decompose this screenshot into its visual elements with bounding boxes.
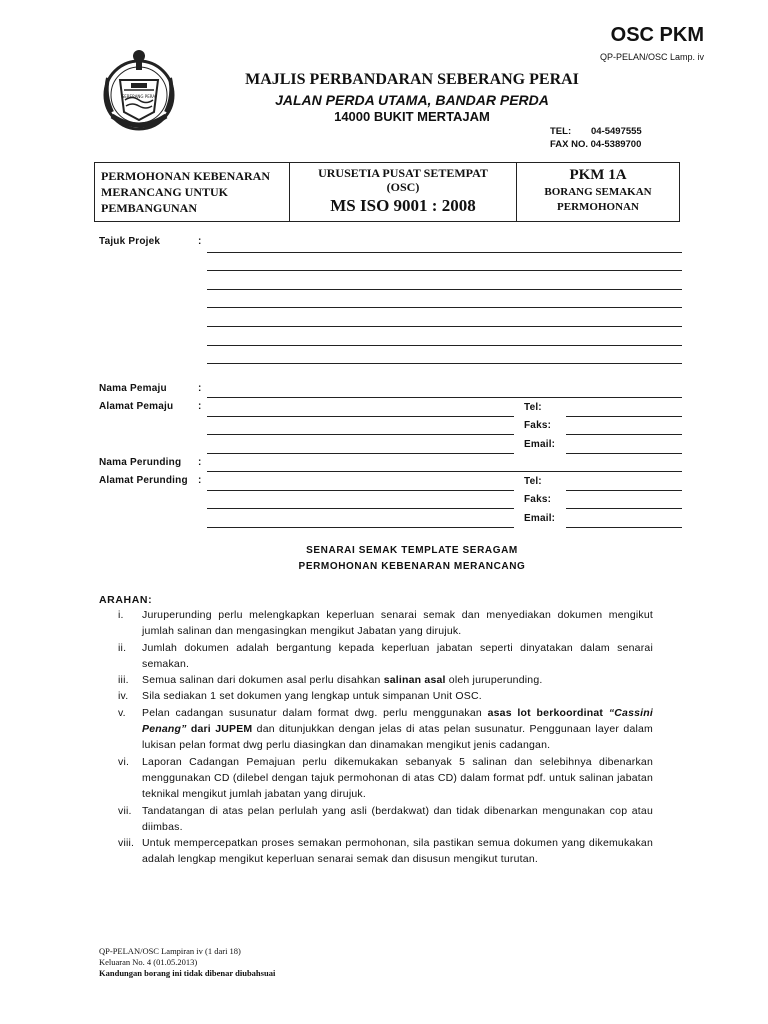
perunding-email-line[interactable]	[566, 527, 682, 528]
perunding-email-label: Email:	[524, 513, 556, 524]
tajuk-projek-line-4[interactable]	[207, 307, 682, 308]
nama-perunding-line[interactable]	[207, 471, 682, 472]
alamat-perunding-line-2[interactable]	[207, 508, 514, 509]
tajuk-projek-line-5[interactable]	[207, 326, 682, 327]
list-item	[118, 705, 653, 754]
application-type-line-1: PERMOHONAN KEBENARAN	[101, 169, 271, 183]
item-text: Jumlah dokumen adalah bergantung kepada keperluan jabatan seperti dinyatakan dalam senarai semakan.	[142, 641, 653, 670]
form-code: PKM 1A	[569, 167, 627, 183]
item-bold-text: dari JUPEM	[186, 723, 253, 736]
item-number: v.	[118, 706, 126, 719]
perunding-faks-label: Faks:	[524, 494, 552, 505]
field-colon: :	[198, 401, 202, 412]
list-item	[118, 835, 653, 868]
form-header-table	[94, 162, 680, 222]
perunding-faks-line[interactable]	[566, 508, 682, 509]
item-bold-italic-text: “Cassini Penang”	[142, 706, 654, 736]
council-name: MAJLIS PERBANDARAN SEBERANG PERAI	[245, 71, 579, 88]
tajuk-projek-line-6[interactable]	[207, 345, 682, 346]
tel-label: TEL:	[550, 126, 572, 137]
list-item	[118, 672, 653, 688]
tajuk-projek-line-1[interactable]	[207, 252, 682, 253]
pemaju-email-label: Email:	[524, 439, 556, 450]
application-type-line-3: PEMBANGUNAN	[101, 201, 197, 215]
osc-unit-line-1: URUSETIA PUSAT SETEMPAT	[318, 166, 488, 180]
alamat-perunding-line-3[interactable]	[207, 527, 514, 528]
nama-pemaju-label: Nama Pemaju	[99, 383, 167, 394]
item-number: vi.	[118, 755, 130, 768]
item-number: iv.	[118, 690, 129, 703]
perunding-tel-line[interactable]	[566, 490, 682, 491]
pemaju-tel-label: Tel:	[524, 402, 542, 413]
tel-number: 04-5497555	[591, 126, 642, 137]
field-colon: :	[198, 383, 202, 394]
item-text: Sila sediakan 1 set dokumen yang lengkap untuk simpanan Unit OSC.	[142, 690, 482, 703]
list-item	[118, 640, 653, 673]
fax-number: FAX NO. 04-5389700	[550, 139, 642, 150]
alamat-pemaju-line-2[interactable]	[207, 434, 514, 435]
list-item	[118, 803, 653, 836]
application-type-line-2: MERANCANG UNTUK	[101, 185, 228, 199]
checklist-title-line-1: SENARAI SEMAK TEMPLATE SERAGAM	[306, 545, 518, 556]
council-crest-logo	[98, 50, 180, 132]
checklist-title-line-2: PERMOHONAN KEBENARAN MERANCANG	[298, 561, 526, 572]
osc-unit-line-2: (OSC)	[386, 180, 420, 194]
item-text: Tandatangan di atas pelan perlulah yang asli (berdakwat) dan tidak dibenarkan mengunakan cop atau diimbas.	[142, 804, 653, 833]
tajuk-projek-line-7[interactable]	[207, 363, 682, 364]
osc-unit-cell	[290, 163, 517, 221]
form-name-line-1: BORANG SEMAKAN	[544, 186, 652, 198]
nama-pemaju-line[interactable]	[207, 397, 682, 398]
field-colon: :	[198, 475, 202, 486]
item-text: Laporan Cadangan Pemajuan perlu dikemukakan sebanyak 5 salinan dan selebihnya dibenarkan menggunakan CD (dilebel dengan tajuk permohonan di atas CD) dalam format pdf. untuk salinan jabatan teknikal mengikut jumlah jabatan yang dirujuk.	[142, 755, 653, 801]
iso-certification: MS ISO 9001 : 2008	[330, 196, 476, 215]
tajuk-projek-line-2[interactable]	[207, 270, 682, 271]
field-colon: :	[198, 457, 202, 468]
footer-document-ref: QP-PELAN/OSC Lampiran iv (1 dari 18)	[99, 946, 241, 956]
item-bold-text: asas lot berkoordinat	[487, 706, 609, 719]
item-text: oleh juruperunding.	[445, 674, 543, 687]
item-number: i.	[118, 609, 124, 621]
list-item	[118, 754, 653, 803]
item-text: dan ditunjukkan dengan jelas di atas pelan susunatur. Penggunaan layer dalam lukisan pelan format dwg perlu diasingkan dan dinamakan mengikut jenis cadangan.	[142, 723, 653, 752]
item-number: viii.	[118, 837, 135, 850]
list-item	[118, 607, 653, 640]
application-type-cell	[95, 163, 290, 221]
instructions-title: ARAHAN:	[99, 594, 153, 606]
alamat-perunding-label: Alamat Perunding	[99, 475, 188, 486]
document-reference-code: QP-PELAN/OSC Lamp. iv	[599, 52, 704, 62]
item-text: Pelan cadangan susunatur dalam format dwg. perlu menggunakan	[142, 706, 488, 719]
instructions-list	[118, 607, 653, 868]
item-number: ii.	[118, 641, 127, 654]
pemaju-email-line[interactable]	[566, 453, 682, 454]
perunding-tel-label: Tel:	[524, 476, 542, 487]
pemaju-faks-label: Faks:	[524, 420, 552, 431]
form-code-cell	[517, 163, 679, 221]
alamat-pemaju-line-3[interactable]	[207, 453, 514, 454]
pemaju-faks-line[interactable]	[566, 434, 682, 435]
form-name	[517, 185, 679, 215]
footer-issue-number: Keluaran No. 4 (01.05.2013)	[99, 957, 198, 967]
pemaju-tel-line[interactable]	[566, 416, 682, 417]
tajuk-projek-line-3[interactable]	[207, 289, 682, 290]
tajuk-projek-label: Tajuk Projek	[99, 236, 161, 247]
item-text: Semua salinan dari dokumen asal perlu disahkan	[142, 674, 384, 687]
item-bold-text: salinan asal	[383, 674, 446, 687]
item-text: Untuk mempercepatkan proses semakan permohonan, sila pastikan semua dokumen yang dikemukakan adalah lengkap mengikut keperluan senarai semak dan disusun mengikut turutan.	[142, 837, 653, 866]
list-item	[118, 688, 653, 704]
footer-notice: Kandungan borang ini tidak dibenar diubahsuai	[99, 968, 276, 978]
logo-text: SEBERANG PERAI	[121, 94, 157, 99]
council-city-address: 14000 BUKIT MERTAJAM	[334, 109, 490, 124]
field-colon: :	[198, 236, 202, 247]
item-number: iii.	[118, 674, 129, 687]
alamat-perunding-line-1[interactable]	[207, 490, 514, 491]
alamat-pemaju-label: Alamat Pemaju	[99, 401, 174, 412]
item-number: vii.	[118, 804, 132, 817]
alamat-pemaju-line-1[interactable]	[207, 416, 514, 417]
osc-pkm-title: OSC PKM	[610, 24, 704, 46]
form-name-line-2: PERMOHONAN	[557, 201, 639, 213]
council-street-address: JALAN PERDA UTAMA, BANDAR PERDA	[275, 92, 549, 108]
item-text: Juruperunding perlu melengkapkan keperluan senarai semak dan menyediakan dokumen mengikut jumlah salinan dan mengasingkan mengikut Jabatan yang dirujuk.	[142, 609, 653, 638]
nama-perunding-label: Nama Perunding	[99, 457, 182, 468]
